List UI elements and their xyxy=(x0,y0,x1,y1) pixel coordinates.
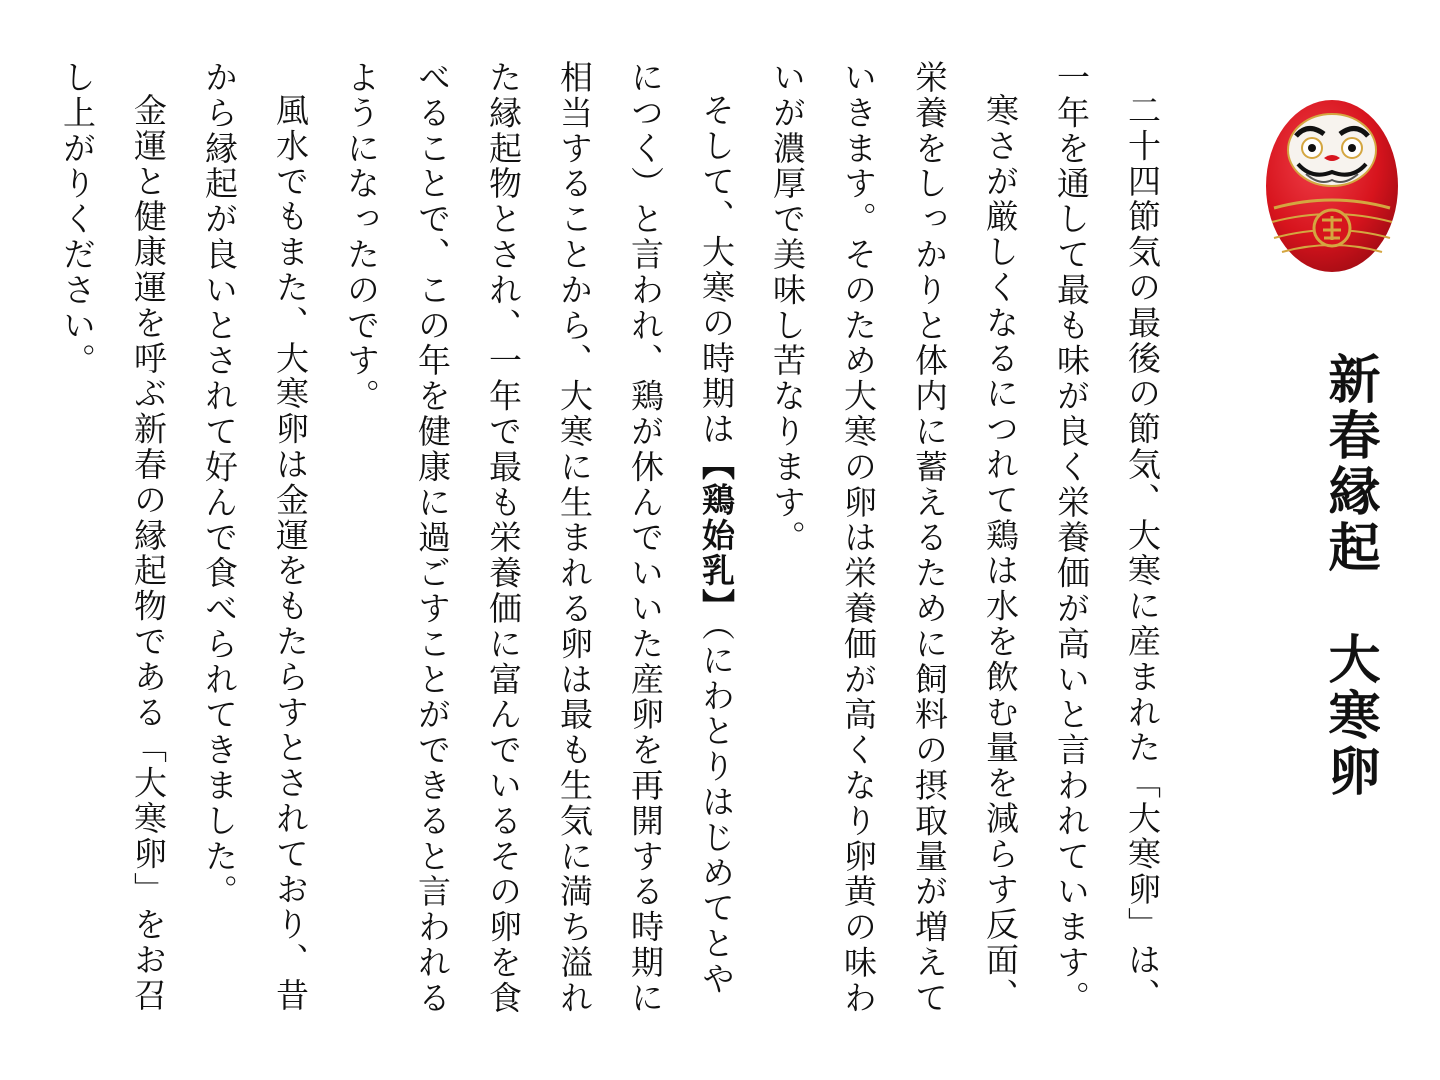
paragraph-3-bold-term: 【鶏始乳】 xyxy=(697,447,736,624)
paragraph-5: 金運と健康運を呼ぶ新春の縁起物である「大寒卵」をお召し上がりください。 xyxy=(58,60,168,1014)
page-title: 新春縁起 大寒卵 xyxy=(1319,352,1380,800)
body-text xyxy=(42,60,1178,1020)
paragraph-3-after: （にわとりはじめてとやにつく）と言われ、鶏が休んでいいた産卵を再開する時期に相当することから、大寒に生まれる卵は最も生気に満ち溢れた縁起物とされ、一年で最も栄養価に富んでいるその卵を食べることで、この年を健康に過ごすことができると言われるようになったのです。 xyxy=(342,60,736,1016)
paragraph-3 xyxy=(326,60,752,1020)
paragraph-4: 風水でもまた、大寒卵は金運をもたらすとされており、昔から縁起が良いとされて好んで食べられてきました。 xyxy=(200,60,310,1014)
paragraph-1: 二十四節気の最後の節気、大寒に産まれた「大寒卵」は、一年を通して最も味が良く栄養価が高いと言われています。 xyxy=(1052,60,1162,1016)
daruma-icon xyxy=(1262,88,1402,274)
paragraph-3-before: そして、大寒の時期は xyxy=(697,93,736,447)
paragraph-2: 寒さが厳しくなるにつれて鶏は水を飲む量を減らす反面、栄養をしっかりと体内に蓄えるために飼料の摂取量が増えていきます。そのため大寒の卵は栄養価が高くなり卵黄の味わいが濃厚で美味し苦なります。 xyxy=(768,60,1020,1016)
